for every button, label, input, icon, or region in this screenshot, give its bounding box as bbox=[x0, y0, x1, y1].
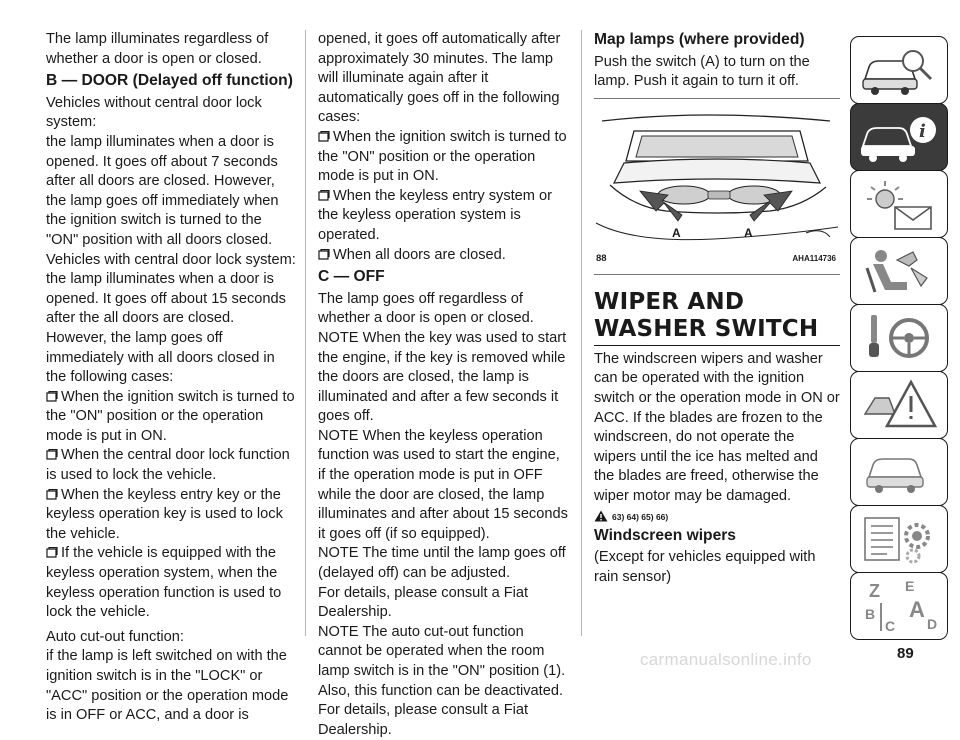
side-tab-safety[interactable] bbox=[850, 237, 948, 305]
section-heading-windscreen-wipers: Windscreen wipers bbox=[594, 526, 736, 544]
side-tab-technical-data[interactable] bbox=[850, 505, 948, 573]
svg-text:E: E bbox=[905, 578, 915, 594]
specs-gear-icon bbox=[851, 506, 947, 572]
list-item: If the vehicle is equipped with the keyless operation system, when the keyless operation function is used to lock the vehicle. bbox=[46, 545, 282, 621]
paragraph: (Except for vehicles equipped with rain sensor) bbox=[594, 549, 816, 585]
warning-triangle-icon bbox=[594, 510, 608, 522]
section-heading-map-lamps: Map lamps (where provided) bbox=[594, 31, 805, 48]
checkbox-bullet-icon bbox=[46, 547, 58, 558]
column-divider bbox=[581, 30, 582, 636]
checkbox-bullet-icon bbox=[318, 190, 330, 201]
side-tab-warning-lights[interactable] bbox=[850, 170, 948, 238]
list-item: When all doors are closed. bbox=[318, 246, 570, 266]
figure-rule bbox=[594, 274, 840, 275]
svg-text:Z: Z bbox=[869, 581, 880, 601]
note: NOTE When the keyless operation function was used to start the engine, if the operation mode is put in OFF while the door are closed, the lamp illuminates and after about 15 seconds it goes off (if so equipped). bbox=[318, 427, 568, 542]
svg-text:i: i bbox=[919, 121, 926, 142]
paragraph: the lamp illuminates when a door is opened. It goes off about 15 seconds after the all doors are closed. However, the lamp goes off immediately with all doors closed in the following cases: bbox=[46, 271, 286, 386]
figure-map-lamps bbox=[594, 98, 840, 279]
paragraph: The lamp illuminates regardless of whether a door is open or closed. bbox=[46, 31, 269, 67]
list-item: When the ignition switch is turned to the "ON" position or the operation mode is put in ON. bbox=[318, 128, 567, 185]
note: NOTE When the key was used to start the engine, if the key is removed while the doors are closed, the lamp is illuminated and after a few seconds it goes off. bbox=[318, 329, 567, 425]
paragraph: Vehicles with central door lock system: bbox=[46, 251, 296, 268]
car-service-icon bbox=[851, 439, 947, 505]
alphabet-index-icon bbox=[851, 573, 947, 639]
paragraph: For details, please consult a Fiat Dealership. bbox=[318, 702, 529, 738]
map-lamp-illustration bbox=[594, 103, 840, 253]
figure-label-a: A bbox=[744, 225, 753, 240]
paragraph: the lamp illuminates when a door is opened. It goes off about 7 seconds after all doors are closed. However, the lamp goes off immediately when the ignition switch is turned to the "ON" position with all doors closed. bbox=[46, 133, 279, 248]
list-item: When the ignition switch is turned to the "ON" position or the operation mode is put in ON. bbox=[46, 388, 295, 444]
svg-text:B: B bbox=[865, 606, 876, 622]
warning-triangle-icon bbox=[851, 372, 947, 438]
paragraph: opened, it goes off automatically after approximately 30 minutes. The lamp will illuminate again after it automatically goes off in the following cases: bbox=[318, 31, 561, 126]
figure-number: 88 bbox=[596, 253, 607, 265]
section-heading-door: B — DOOR (Delayed off function) bbox=[46, 72, 293, 90]
paragraph: if the lamp is left switched on with the ignition switch is in the "LOCK" or "ACC" position or the operation mode is in OFF or ACC, and a door is bbox=[46, 648, 289, 724]
list-item: When the central door lock function is used to lock the vehicle. bbox=[46, 447, 290, 484]
column-divider bbox=[305, 30, 306, 636]
page-number: 89 bbox=[897, 645, 914, 662]
paragraph: For details, please consult a Fiat Dealership. bbox=[318, 584, 529, 621]
checkbox-bullet-icon bbox=[46, 449, 58, 460]
watermark: carmanualsonline.info bbox=[640, 650, 812, 669]
car-magnifier-icon bbox=[851, 37, 947, 103]
car-info-icon bbox=[851, 104, 947, 170]
text-column-3 bbox=[594, 30, 840, 587]
paragraph: The windscreen wipers and washer can be operated with the ignition switch or the operation mode in ON or ACC. If the blades are frozen to the windscreen, do not operate the wipers until the ice has melted and the blades are freed, otherwise the wiper motor may be damaged. bbox=[594, 350, 840, 504]
key-steering-wheel-icon bbox=[851, 305, 947, 371]
note: NOTE The time until the lamp goes off (delayed off) can be adjusted. bbox=[318, 545, 566, 582]
paragraph: Push the switch (A) to turn on the lamp. Push it again to turn it off. bbox=[594, 53, 810, 90]
figure-code: AHA114736 bbox=[792, 254, 836, 264]
section-heading-wiper-washer: WIPER AND WASHER SWITCH bbox=[594, 289, 840, 346]
list-item: When the keyless entry key or the keyless operation key is used to lock the vehicle. bbox=[46, 486, 283, 542]
text-column-2 bbox=[318, 30, 570, 740]
side-tab-instruments[interactable] bbox=[850, 103, 948, 171]
list-item: When the keyless entry system or the keyless operation system is operated. bbox=[318, 187, 552, 243]
side-tab-emergency[interactable] bbox=[850, 371, 948, 439]
checkbox-bullet-icon bbox=[46, 391, 58, 402]
paragraph: Auto cut-out function: bbox=[46, 628, 184, 645]
checkbox-bullet-icon bbox=[318, 131, 330, 142]
checkbox-bullet-icon bbox=[318, 249, 330, 260]
svg-text:A: A bbox=[909, 597, 925, 622]
svg-text:C: C bbox=[885, 618, 896, 634]
text-column-1 bbox=[46, 30, 298, 726]
note: NOTE The auto cut-out function cannot be operated when the room lamp switch is in the "ON" position (1). Also, this function can be deactivated. bbox=[318, 623, 566, 699]
paragraph: Vehicles without central door lock system: bbox=[46, 94, 262, 131]
side-tab-starting-driving[interactable] bbox=[850, 304, 948, 372]
side-tab-index[interactable] bbox=[850, 572, 948, 640]
side-tab-getting-to-know[interactable] bbox=[850, 36, 948, 104]
airbag-seat-icon bbox=[851, 238, 947, 304]
checkbox-bullet-icon bbox=[46, 489, 58, 500]
section-heading-off: C — OFF bbox=[318, 268, 385, 286]
figure-label-a: A bbox=[672, 225, 681, 240]
paragraph: The lamp goes off regardless of whether a door is open or closed. bbox=[318, 290, 534, 327]
svg-text:D: D bbox=[927, 616, 938, 632]
side-tab-maintenance[interactable] bbox=[850, 438, 948, 506]
warning-references: 63) 64) 65) 66) bbox=[594, 508, 840, 526]
warning-light-envelope-icon bbox=[851, 171, 947, 237]
